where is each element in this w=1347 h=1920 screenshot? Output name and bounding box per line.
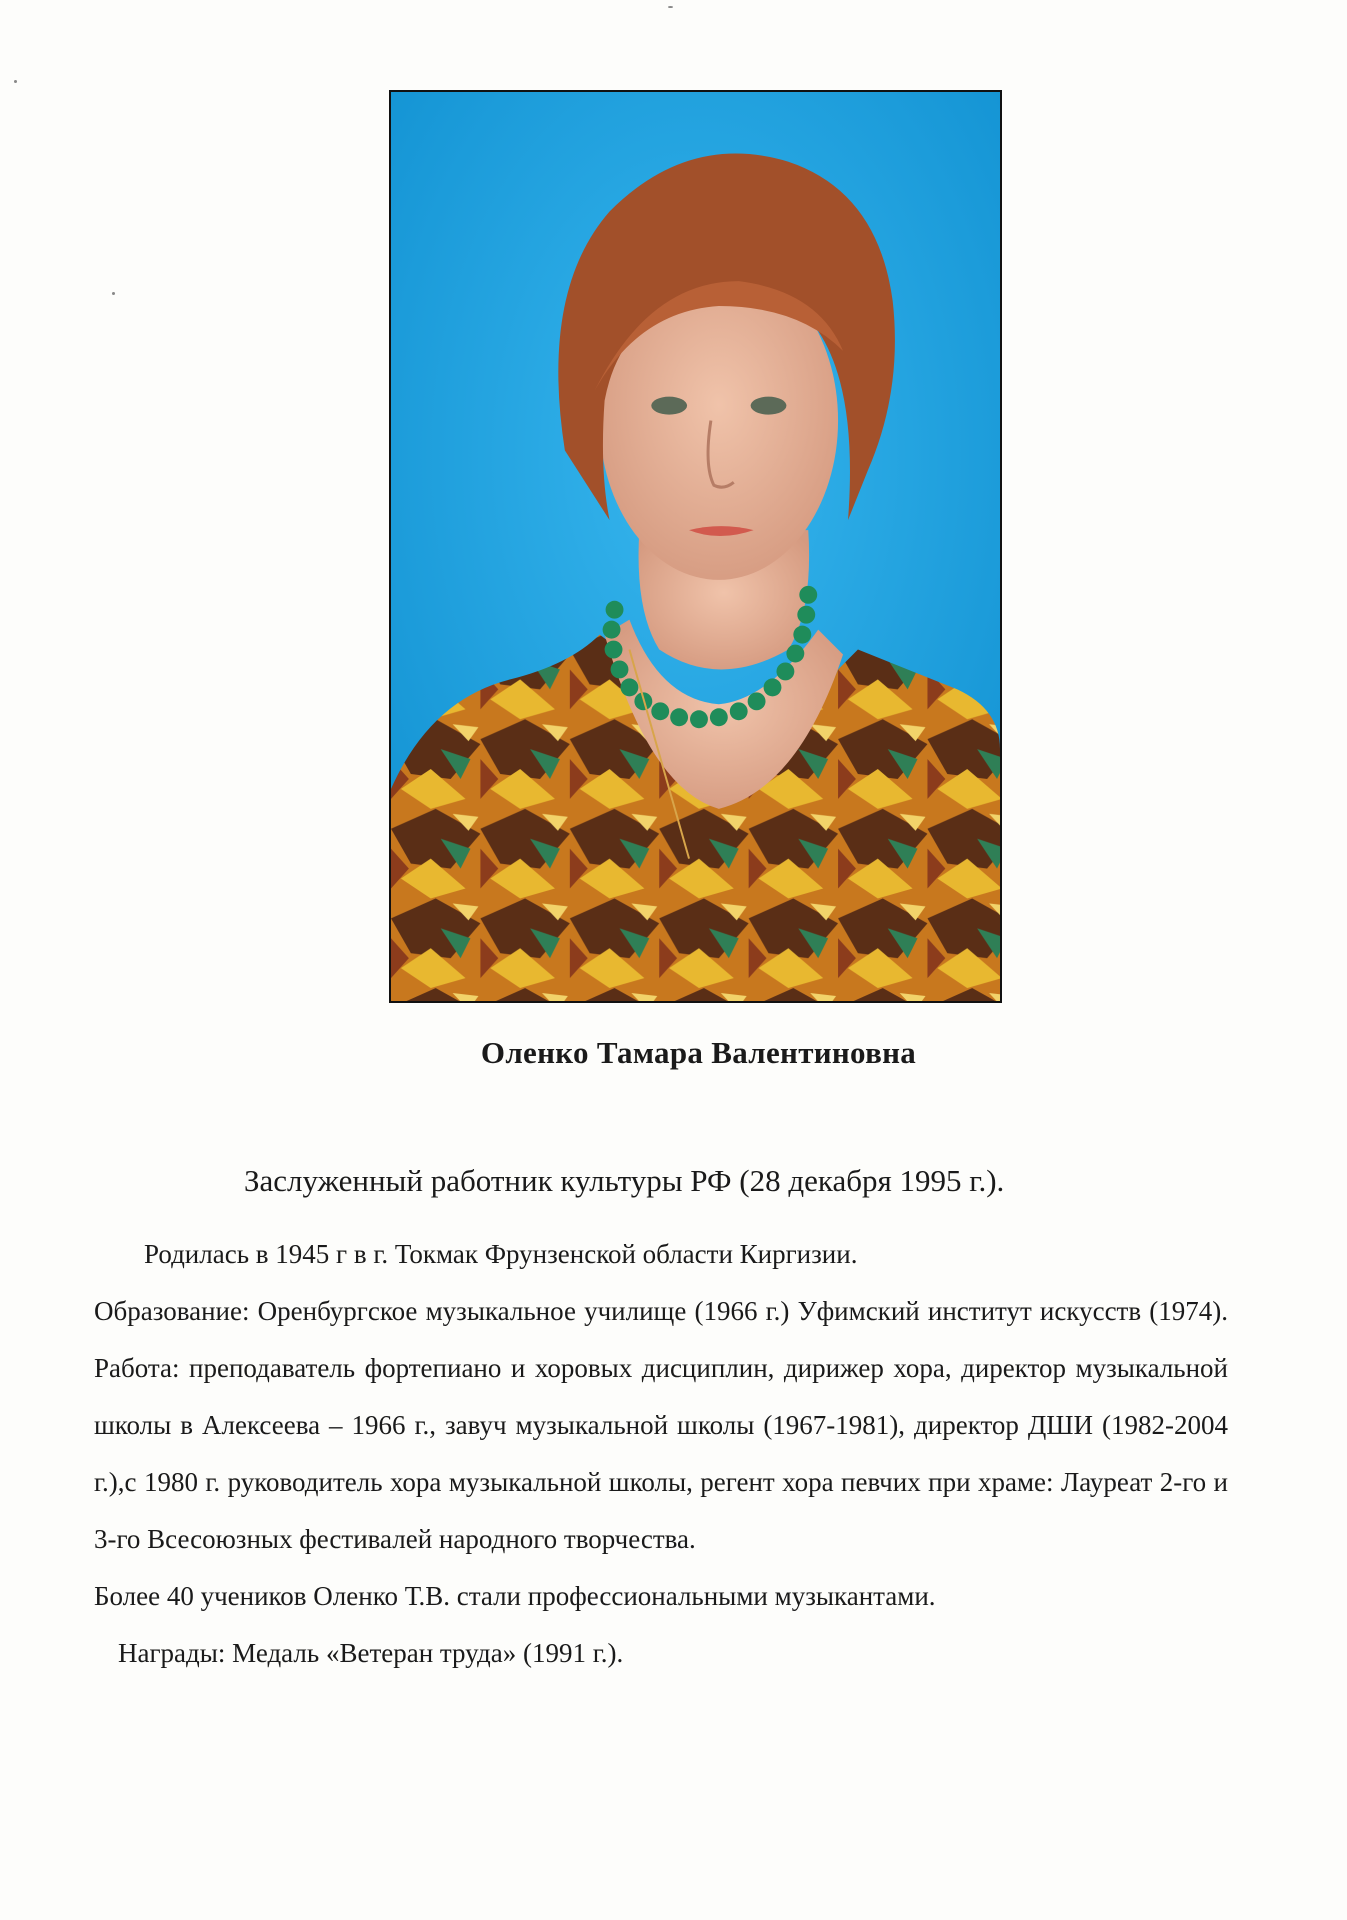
bio-students: Более 40 учеников Оленко Т.В. стали профессиональными музыкантами.: [94, 1581, 936, 1611]
scan-speck: [668, 6, 673, 8]
honorary-title: Заслуженный работник культуры РФ (28 декабря 1995 г.).: [244, 1163, 1005, 1198]
right-eye: [751, 397, 787, 415]
portrait-illustration: [391, 92, 1000, 1001]
biography: [94, 1226, 1228, 1682]
bio-birth: Родилась в 1945 г в г. Токмак Фрунзенской области Киргизии.: [144, 1239, 858, 1269]
bio-awards: Награды: Медаль «Ветеран труда» (1991 г.).: [118, 1638, 624, 1668]
portrait-photo: [389, 90, 1002, 1003]
bio-career: Образование: Оренбургское музыкальное училище (1966 г.) Уфимский институт искусств (1974). Работа: преподаватель фортепиано и хоровых дисциплин, дирижер хора, директор музыкальной школы в Алексеева – 1966 г., завуч музыкальной школы (1967-1981), директор ДШИ (1982-2004 г.),с 1980 г. руководитель хора музыкальной школы, регент хора певчих при храме: Лауреат 2-го и 3-го Всесоюзных фестивалей народного творчества.: [94, 1296, 1228, 1554]
left-eye: [651, 397, 687, 415]
scan-speck: [14, 80, 17, 83]
scan-speck: [112, 292, 115, 295]
person-name: Оленко Тамара Валентиновна: [480, 1035, 917, 1070]
